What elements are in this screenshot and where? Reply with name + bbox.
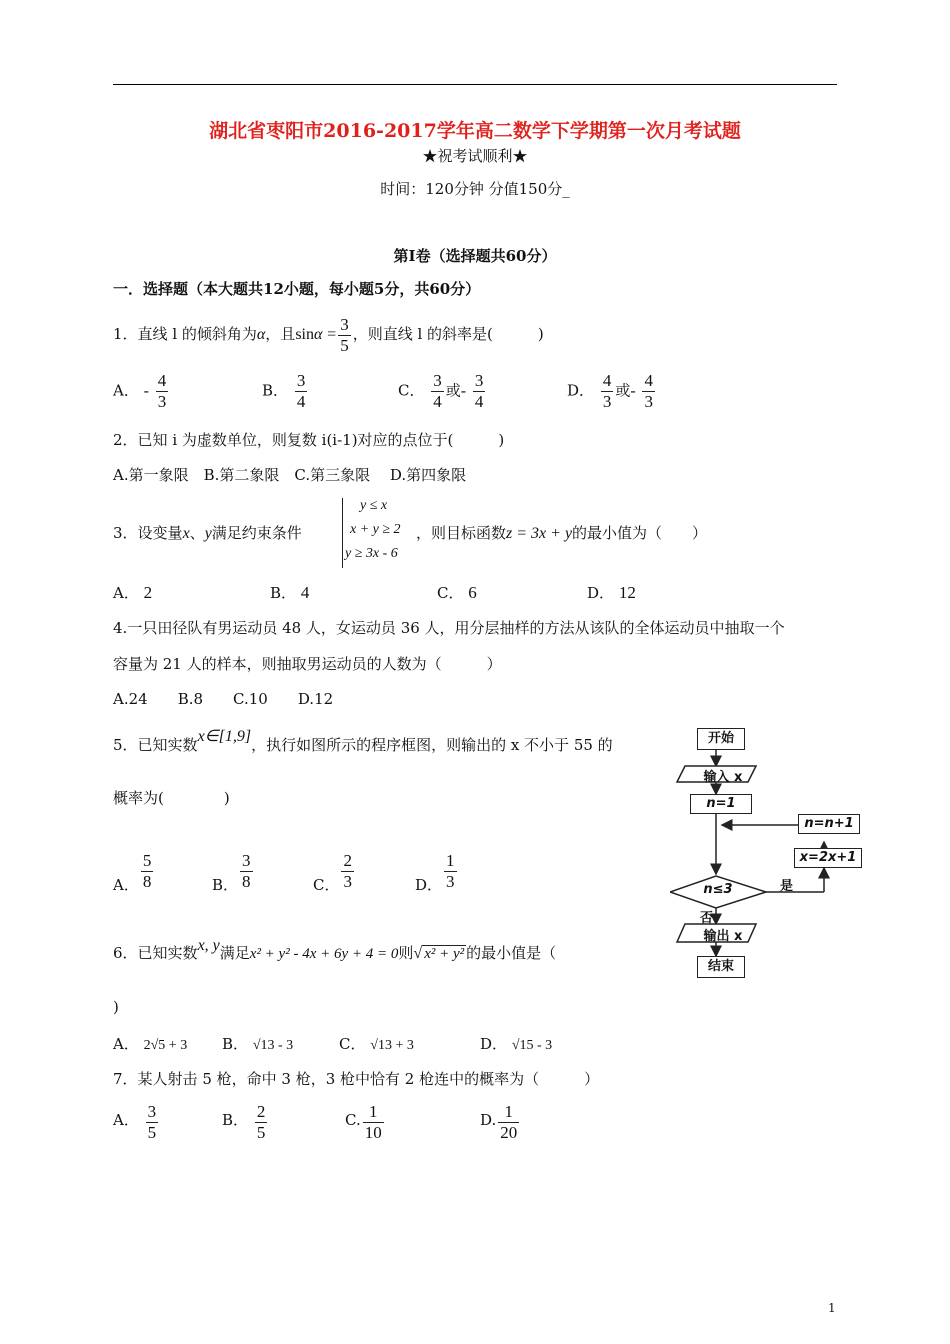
flow-output: 输出 x [703,929,743,944]
constraint-1: y ≤ x [360,498,388,513]
q5-option-d: D． $\frac{1}{3}$ [415,851,455,894]
q6-option-c: C． √13 + 3 [339,1035,414,1053]
q1-sin: sin [295,326,314,343]
flow-yes: 是 [780,879,794,894]
q1-number: 1． [113,325,138,343]
part-one-heading: 一．选择题（本大题共12小题，每小题5分，共60分） [113,280,481,298]
q3-option-a: A． 2 [113,583,153,602]
question-6-line2: ) [113,998,119,1016]
flow-update-x: x=2x+1 [794,848,862,868]
q3-stem-tail: ，则目标函数z = 3x + y的最小值为（ ） [416,524,708,542]
q2-options: A.第一象限 B.第二象限 C.第三象限 D.第四象限 [113,466,467,484]
question-1 [113,312,544,357]
flow-update-n: n=n+1 [798,814,860,834]
blessing-line: ★祝考试顺利★ [422,147,528,165]
flow-condition: n≤3 [703,882,733,897]
q7-option-d: D. $\frac{1}{20}$ [480,1102,518,1142]
q1-eq: = [327,326,337,343]
q1-option-b: B． $\frac{3}{4}$ [262,371,306,411]
header-rule [113,84,837,85]
exam-title: 湖北省枣阳市2016-2017学年高二数学下学期第一次月考试题 [209,120,741,142]
q1-alpha: α [256,326,266,343]
question-2: 2．已知 i 为虚数单位，则复数 i(i-1)对应的点位于( ) [113,431,505,449]
q5-option-c: C． $\frac{2}{3}$ [313,851,352,894]
q7-option-b: B． $\frac{2}{5}$ [222,1102,266,1142]
q6-option-a: A． 2√5 + 3 [113,1035,188,1053]
q7-option-c: C. $\frac{1}{10}$ [345,1102,382,1142]
q6-option-d: D． √15 - 3 [480,1035,553,1053]
flow-end: 结束 [697,956,745,978]
time-info: 时间：120分钟 分值150分_ [380,180,570,198]
q1-alpha-2: α [313,326,323,343]
q5-option-a: A． $\frac{5}{8}$ [113,851,152,894]
flow-no: 否 [700,911,714,926]
q3-option-d: D． 12 [587,583,636,602]
flow-init: n=1 [690,794,752,814]
q4-options: A.24 B.8 C.10 D.12 [113,690,334,708]
q7-option-a: A． $\frac{3}{5}$ [113,1102,157,1142]
constraint-2: x + y ≥ 2 [350,522,401,537]
question-3: 3．设变量x、y满足约束条件 [113,524,302,542]
q5-option-b: B． $\frac{3}{8}$ [212,851,251,894]
q1-option-c: C． $\frac{3}{4}$ 或- $\frac{3}{4}$ [398,371,484,411]
question-6: 6．已知实数x, y满足x² + y² - 4x + 6y + 4 = 0则√ x² + y² 的最小值是（ [113,937,557,962]
q1-option-a: A． - $\frac{4}{3}$ [113,371,167,411]
q1-stem-c: ，则直线 l 的斜率是( ) [352,325,544,343]
q1-stem-b: ，且 [265,325,296,343]
question-4-line2: 容量为 21 人的样本，则抽取男运动员的人数为（ ） [113,655,502,673]
q3-option-b: B． 4 [270,583,310,602]
section-title: 第I卷（选择题共60分） [393,247,557,265]
q1-stem-a: 直线 l 的倾斜角为 [137,325,257,343]
q1-fraction: $\frac{3}{5}$ [340,314,349,355]
q3-option-c: C． 6 [437,583,477,602]
constraint-3: y ≥ 3x - 6 [345,546,398,561]
page-number: 1 [828,1301,836,1315]
question-5-line2: 概率为( ) [113,789,230,807]
q1-option-d: D． $\frac{4}{3}$ 或- $\frac{4}{3}$ [567,371,653,411]
question-4-line1: 4.一只田径队有男运动员 48 人，女运动员 36 人，用分层抽样的方法从该队的全体运动员中抽取一个 [113,619,785,637]
flow-start: 开始 [697,728,745,750]
q6-option-b: B． √13 - 3 [222,1035,294,1053]
flow-input: 输入 x [703,770,743,785]
question-7: 7．某人射击 5 枪，命中 3 枪，3 枪中恰有 2 枪连中的概率为（ ） [113,1070,600,1088]
question-5: 5．已知实数x∈[1,9]，执行如图所示的程序框图，则输出的 x 不小于 55 的 [113,728,613,754]
